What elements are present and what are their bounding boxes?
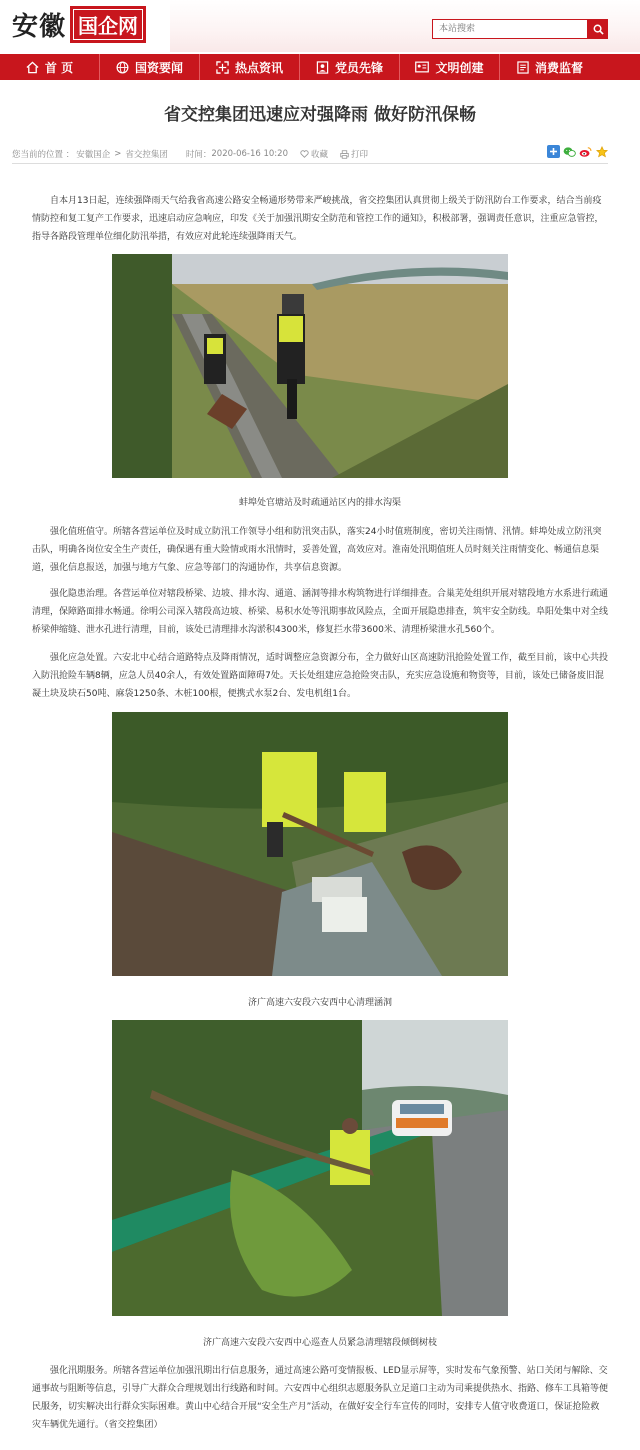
logo-text-box: 国企网 — [70, 6, 146, 43]
article-paragraph: 强化应急处置。六安北中心结合道路特点及降雨情况，适时调整应急资源分布，全力做好山区高速防汛抢险处置工作，截至目前，该中心共投入防汛抢险车辆8辆，应急人员40余人，有效处置路面障碍7处。天长处组建应急抢险突击队，充实应急设施和物资等，目前，该处已储备废旧混凝土块及块石50吨、麻袋1250条、木桩100根，便携式水泵2台、发电机组1台。 — [32, 653, 609, 699]
share-wechat-button[interactable] — [563, 145, 576, 158]
logo-text-left: 安徽 — [12, 11, 67, 42]
site-logo[interactable] — [12, 6, 146, 42]
photo-caption: 蚌埠处官塘站及时疏通站区内的排水沟渠 — [238, 498, 401, 508]
main-nav — [0, 54, 640, 80]
nav-item-label: 首 页 — [44, 60, 74, 75]
home-icon — [26, 61, 39, 74]
nav-item-label: 文明创建 — [435, 60, 484, 75]
id-card-icon — [415, 61, 429, 73]
breadcrumb-category[interactable]: 省交控集团 — [125, 150, 168, 160]
article-paragraph: 自本月13日起，连续强降雨天气给我省高速公路安全畅通形势带来严峻挑战，省交控集团认真贯彻上级关于防汛防台工作要求，结合当前疫情防控和复工复产工作要求，迅速启动应急响应，印发《关于加强汛期安全防范和管控工作的通知》，积极部署，强调责任意识，注重应急管控，指导各路段管理单位细化防汛举措，有效应对此轮连续强降雨天气。 — [32, 196, 604, 242]
search-button[interactable] — [588, 19, 608, 39]
article-paragraph: 强化值班值守。所辖各营运单位及时成立防汛工作领导小组和防汛突击队，落实24小时值班制度，密切关注雨情、汛情。蚌埠处成立防汛突击队，明确各岗位安全生产责任，确保遇有重大险情或雨水汛情时，妥善处置，高效应对。淮南处汛期值班人员时刻关注雨情变化、畅通信息渠道，强化信息报送，加强与地方气象、应急等部门的沟通协作，共享信息资源。 — [32, 527, 602, 573]
publish-time: 2020-06-16 10:20 — [211, 149, 288, 159]
person-card-icon — [316, 61, 329, 74]
nav-item-home[interactable] — [0, 54, 100, 80]
globe-icon — [116, 61, 129, 74]
search-icon — [593, 24, 604, 35]
print-button[interactable] — [340, 148, 368, 160]
favorite-button[interactable] — [300, 148, 328, 160]
nav-item-civilization[interactable] — [400, 54, 500, 80]
article-photo-fallen-tree — [112, 1020, 508, 1316]
nav-item-party[interactable] — [300, 54, 400, 80]
nav-item-consumer[interactable] — [500, 54, 600, 80]
grid-icon — [216, 61, 229, 74]
wechat-icon — [563, 146, 576, 158]
share-buttons — [547, 145, 608, 158]
article-paragraph: 强化汛期服务。所辖各营运单位加强汛期出行信息服务，通过高速公路可变情报板、LED显示屏等，实时发布气象预警、站口关闭与解除、交通事故与阻断等信息，引导广大群众合理规划出行线路和时间。六安西中心组织志愿服务队立足道口主动为司乘提供热水、指路、修车工具箱等便民服务，切实解决出行群众实际困难。黄山中心结合开展“安全生产月”活动，在做好安全行车宣传的同时，安排专人值守收费道口，保证抢险救灾车辆优先通行。（省交控集团） — [32, 1366, 609, 1430]
nav-item-label: 热点资讯 — [234, 60, 283, 75]
article-meta — [12, 145, 608, 163]
nav-item-news[interactable] — [100, 54, 200, 80]
heart-icon — [300, 150, 309, 158]
nav-item-label: 消费监督 — [534, 60, 583, 75]
photo-caption: 济广高速六安段六安西中心巡查人员紧急清理辖段倾倒树枝 — [202, 1338, 437, 1348]
document-icon — [517, 61, 529, 74]
print-icon — [340, 150, 349, 159]
plus-icon — [549, 147, 558, 156]
search-bar — [432, 19, 608, 39]
breadcrumb-home[interactable]: 安徽国企 — [76, 150, 111, 160]
favorite-label: 收藏 — [310, 150, 328, 160]
photo-caption: 济广高速六安段六安西中心清理涵洞 — [247, 998, 392, 1008]
share-favorite-button[interactable] — [595, 145, 608, 158]
weibo-icon — [579, 146, 592, 158]
share-weibo-button[interactable] — [579, 145, 592, 158]
search-input[interactable] — [432, 19, 588, 39]
print-label: 打印 — [351, 150, 369, 160]
article-photo-culvert — [112, 712, 508, 976]
article-title: 省交控集团迅速应对强降雨 做好防汛保畅 — [164, 105, 476, 125]
article-photo-drainage — [112, 254, 508, 478]
meta-divider — [12, 163, 608, 164]
share-more-button[interactable] — [547, 145, 560, 158]
time-label: 时间： — [185, 150, 212, 160]
star-icon — [596, 146, 608, 158]
article-paragraph: 强化隐患治理。各营运单位对辖段桥梁、边坡、排水沟、通道、涵洞等排水构筑物进行详细排查。合巢芜处组织开展对辖段地方水系进行疏通清理，保障路面排水畅通。徐明公司深入辖段高边坡、桥梁、易积水处等汛期事故风险点，全面开展隐患排查，筑牢安全防线。阜阳处集中对全线桥梁伸缩缝、泄水孔进行清理，目前，该处已清理排水沟淤积4300米，修复拦水带3600米、清理桥梁泄水孔560个。 — [32, 589, 609, 635]
breadcrumb-separator: > — [114, 149, 122, 159]
nav-item-label: 国资要闻 — [134, 60, 183, 75]
nav-item-label: 党员先锋 — [334, 60, 383, 75]
site-header — [0, 0, 640, 52]
nav-item-hot[interactable] — [200, 54, 300, 80]
location-label: 您当前的位置 ： — [12, 150, 75, 160]
